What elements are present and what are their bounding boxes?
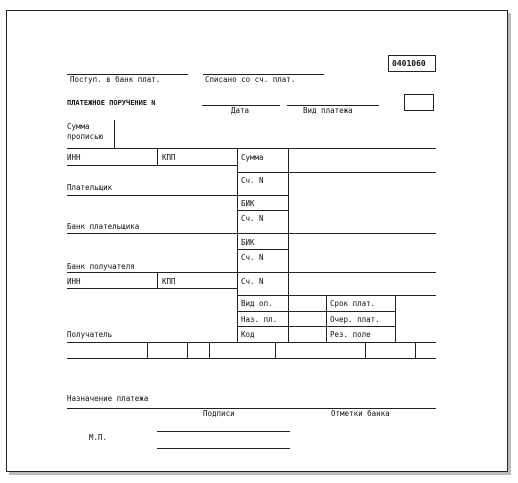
payment-order-form — [6, 10, 508, 472]
amount-words-label: Сумма прописью — [67, 122, 104, 141]
vsep-kpp-1 — [157, 148, 158, 165]
reserve-field-label: Рез. поле — [330, 330, 371, 339]
vsep-bottom-a — [147, 342, 148, 358]
vsep-bottom-c — [209, 342, 210, 358]
rule-5 — [237, 195, 288, 196]
rule-4 — [67, 195, 237, 196]
date-label: Дата — [231, 106, 250, 115]
amount-words-divider — [114, 120, 115, 148]
signatures-label: Подписи — [203, 409, 235, 418]
payment-type-label: Вид платежа — [303, 106, 353, 115]
vsep-term-col — [326, 295, 327, 342]
code-label: Код — [241, 330, 255, 339]
rule-8 — [237, 249, 288, 250]
signature-line-1 — [157, 431, 290, 432]
rule-11 — [237, 295, 436, 296]
rule-3 — [237, 172, 436, 173]
vsep-bottom-f — [415, 342, 416, 358]
payer-inn-label: ИНН — [67, 153, 81, 162]
form-title: ПЛАТЕЖНОЕ ПОРУЧЕНИЕ N — [67, 99, 156, 107]
payment-purpose-code-label: Наз. пл. — [241, 315, 278, 324]
payer-label: Плательщик — [67, 183, 113, 192]
purpose-label: Назначение платежа — [67, 394, 149, 403]
rule-15 — [67, 358, 436, 359]
received-label: Поступ. в банк плат. — [70, 75, 161, 84]
vsep-left-col — [237, 148, 238, 342]
rule-12 — [237, 311, 395, 312]
recipient-bank-bik-label: БИК — [241, 238, 255, 247]
rule-1 — [67, 148, 436, 149]
rule-9 — [67, 272, 436, 273]
stamp-label: М.П. — [89, 433, 108, 442]
vsep-kpp-2 — [157, 272, 158, 288]
recipient-inn-label: ИНН — [67, 277, 81, 286]
payer-bank-label: Банк плательщика — [67, 222, 140, 231]
rule-13 — [237, 326, 395, 327]
rule-14 — [67, 342, 436, 343]
signature-line-2 — [157, 448, 290, 449]
vsep-bottom-e — [365, 342, 366, 358]
payment-order-label: Очер. плат. — [330, 315, 380, 324]
op-type-label: Вид оп. — [241, 299, 273, 308]
debited-label: Списано со сч. плат. — [205, 75, 296, 84]
recipient-account-label: Сч. N — [241, 277, 264, 286]
recipient-label: Получатель — [67, 330, 113, 339]
status-box — [404, 94, 434, 111]
recipient-bank-label: Банк получателя — [67, 262, 135, 271]
payer-account-label: Сч. N — [241, 176, 264, 185]
vsep-bottom-d — [275, 342, 276, 358]
rule-7 — [67, 233, 436, 234]
form-code: 0401060 — [392, 59, 426, 68]
bank-marks-label: Отметки банка — [331, 409, 390, 418]
amount-label: Сумма — [241, 153, 264, 162]
payer-bank-bik-label: БИК — [241, 199, 255, 208]
recipient-bank-account-label: Сч. N — [241, 253, 264, 262]
rule-10 — [67, 288, 237, 289]
payer-bank-account-label: Сч. N — [241, 214, 264, 223]
vsep-right-col — [288, 148, 289, 342]
payer-kpp-label: КПП — [162, 153, 176, 162]
recipient-kpp-label: КПП — [162, 277, 176, 286]
vsep-value-col — [395, 295, 396, 342]
vsep-bottom-b — [187, 342, 188, 358]
payment-term-label: Срок плат. — [330, 299, 376, 308]
rule-2 — [67, 165, 237, 166]
rule-6 — [237, 210, 288, 211]
